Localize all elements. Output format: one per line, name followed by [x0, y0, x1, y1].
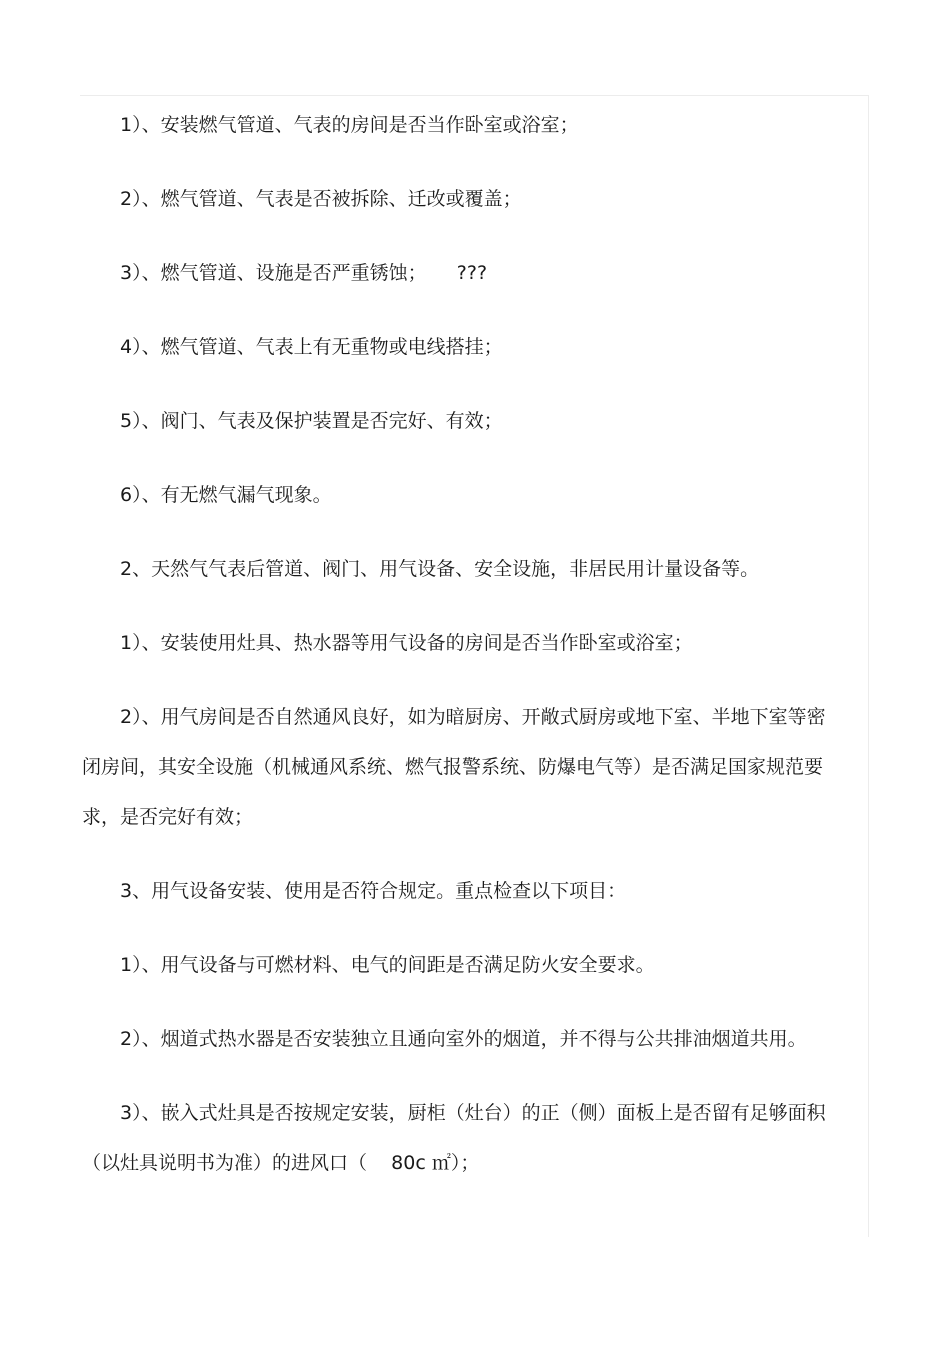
paragraph-12: 2）、烟道式热水器是否安装独立且通向室外的烟道，并不得与公共排油烟道共用。 — [120, 1028, 807, 1050]
paragraph-9: 2）、用气房间是否自然通风良好，如为暗厨房、开敞式厨房或地下室、半地下室等密闭房间，其安全设施（机械通风系统、燃气报警系统、防爆电气等）是否满足国家规范要求，是否完好有效； — [82, 706, 826, 828]
paragraph-13: 3）、嵌入式灶具是否按规定安装，厨柜（灶台）的正（侧）面板上是否留有足够面积（以灶具说明书为准）的进风口（ 80c ㎡）； — [82, 1102, 826, 1174]
paragraph-10: 3、用气设备安装、使用是否符合规定。重点检查以下项目： — [120, 880, 627, 902]
document-body — [82, 100, 827, 1212]
paragraph-5: 5）、阀门、气表及保护装置是否完好、有效； — [120, 410, 503, 432]
paragraph-4: 4）、燃气管道、气表上有无重物或电线搭挂； — [120, 336, 503, 358]
paragraph-8: 1）、安装使用灶具、热水器等用气设备的房间是否当作卧室或浴室； — [120, 632, 693, 654]
paragraph-3: 3）、燃气管道、设施是否严重锈蚀； ??? — [120, 262, 488, 284]
paragraph-7: 2、天然气气表后管道、阀门、用气设备、安全设施，非居民用计量设备等。 — [120, 558, 760, 580]
paragraph-11: 1）、用气设备与可燃材料、电气的间距是否满足防火安全要求。 — [120, 954, 655, 976]
paragraph-2: 2）、燃气管道、气表是否被拆除、迁改或覆盖； — [120, 188, 522, 210]
paragraph-1: 1）、安装燃气管道、气表的房间是否当作卧室或浴室； — [120, 114, 579, 136]
paragraph-6: 6）、有无燃气漏气现象。 — [120, 484, 332, 506]
